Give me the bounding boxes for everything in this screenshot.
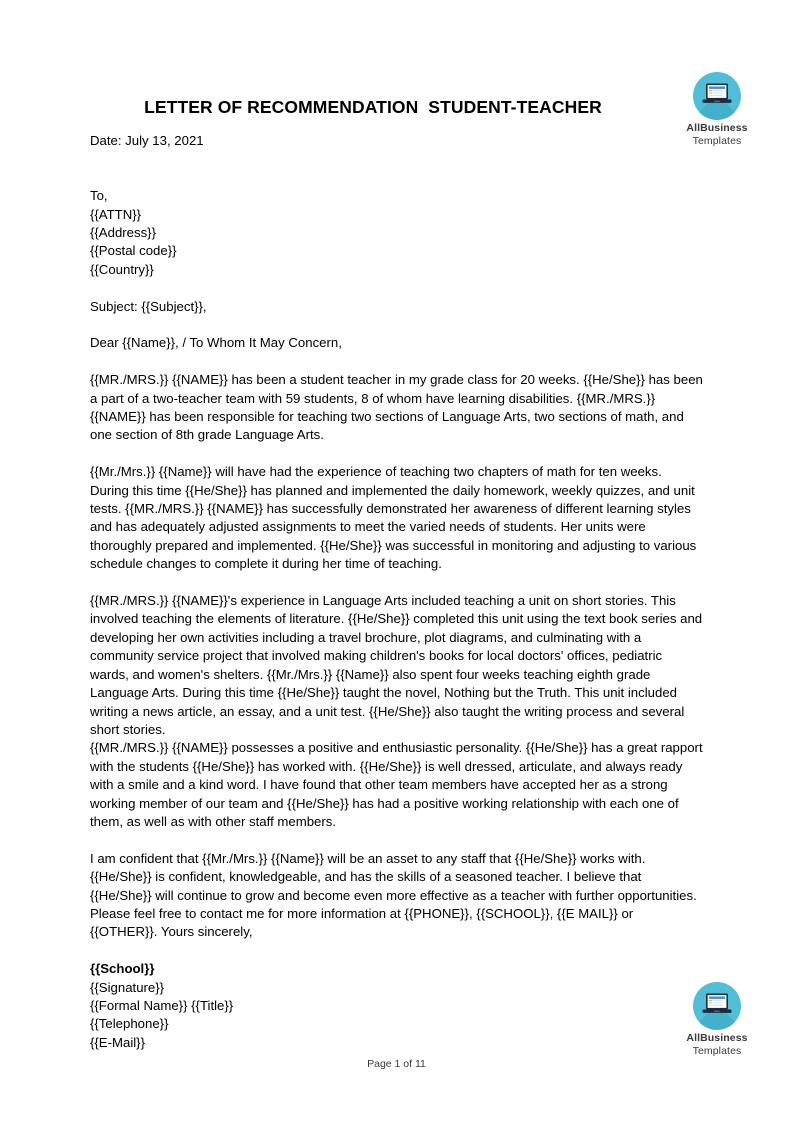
logo-circle — [693, 72, 741, 120]
paragraph-4: {{MR./MRS.}} {{NAME}} possesses a positive and enthusiastic personality. {{He/She}} has a great rapport with the students {{He/She}} has worked with. {{He/She}} is well dressed, articulate, and always ready with a smile and a kind word. I have found that other team members have accepted her as a strong working member of our team and {{He/She}} has had a positive working relationship with each one of them, as well as with other staff members. — [90, 740, 703, 829]
signature-email: {{E-Mail}} — [90, 1034, 145, 1050]
logo-circle — [693, 982, 741, 1030]
paragraph-1: {{MR./MRS.}} {{NAME}} has been a student teacher in my grade class for 20 weeks. {{He/She}} has been a part of a two-teacher team with 59 students, 8 of whom have learning disabilities. {{MR./MRS.}} {{NAME}} has been responsible for teaching two sections of Language Arts, two sections of math, and one section of 8th grade Language Arts. — [90, 372, 703, 443]
address-line-address: {{Address}} — [90, 225, 156, 241]
logo-line-2: Templates — [692, 1044, 742, 1057]
page-footer: Page 1 of 11 — [367, 1058, 426, 1070]
logo-line-1: AllBusiness — [686, 122, 748, 134]
signature-school: {{School}} — [90, 961, 155, 977]
spacer-after-date — [90, 150, 704, 168]
address-line-attn: {{ATTN}} — [90, 206, 142, 222]
laptop-icon — [702, 83, 732, 110]
signature-telephone: {{Telephone}} — [90, 1016, 169, 1032]
logo-line-1: AllBusiness — [686, 1032, 748, 1044]
address-line-postal: {{Postal code}} — [90, 243, 177, 259]
address-block — [90, 187, 704, 279]
brand-logo-bottom — [669, 982, 765, 1057]
address-line-to: To, — [90, 188, 108, 204]
date-line: Date: July 13, 2021 — [90, 133, 204, 148]
logo-wordmark — [669, 1032, 765, 1057]
signature-block — [90, 960, 704, 1052]
document-body — [90, 132, 704, 1071]
signature-formal-name-title: {{Formal Name}} {{Title}} — [90, 997, 234, 1013]
laptop-icon — [702, 993, 732, 1020]
paragraph-2: {{Mr./Mrs.}} {{Name}} will have had the experience of teaching two chapters of math for ten weeks. During this time {{He/She}} has planned and implemented the daily homework, weekly quizzes, and unit tests. {{MR./MRS.}} {{NAME}} has successfully demonstrated her awareness of different learning styles and has adequately adjusted assignments to meet the varied needs of students. Her units were thoroughly prepared and implemented. {{He/She}} was successful in monitoring and adjusting to various schedule changes to complete it during her time of teaching. — [90, 464, 697, 572]
document-title: LETTER OF RECOMMENDATION STUDENT-TEACHER — [144, 97, 602, 117]
signature-signature: {{Signature}} — [90, 979, 165, 995]
address-line-country: {{Country}} — [90, 261, 154, 277]
salutation: Dear {{Name}}, / To Whom It May Concern, — [90, 335, 342, 351]
paragraph-5: I am confident that {{Mr./Mrs.}} {{Name}} will be an asset to any staff that {{He/She}} works with. {{He/She}} is confident, knowledgeable, and has the skills of a seasoned teacher. I believe that {{He/She}} will continue to grow and become even more effective as a teacher with further opportunities. Please feel free to contact me for more information at {{PHONE}}, {{SCHOOL}}, {{E MAIL}} or {{OTHER}}. Yours sincerely, — [90, 850, 697, 940]
paragraph-3: {{MR./MRS.}} {{NAME}}'s experience in Language Arts included teaching a unit on short stories. This involved teaching the elements of literature. {{He/She}} completed this unit using the text book series and developing her own activities including a travel brochure, plot diagrams, and culminating with a community service project that involved making children's books for local doctors' offices, pediatric wards, and women's shelters. {{Mr./Mrs.}} {{Name}} also spent four weeks teaching eighth grade Language Arts. During this time {{He/She}} taught the novel, Nothing but the Truth. This unit included writing a news article, an essay, and a unit test. {{He/She}} also taught the writing process and several short stories. — [90, 593, 703, 737]
logo-line-2: Templates — [692, 134, 742, 147]
subject-line: Subject: {{Subject}}, — [90, 298, 207, 314]
